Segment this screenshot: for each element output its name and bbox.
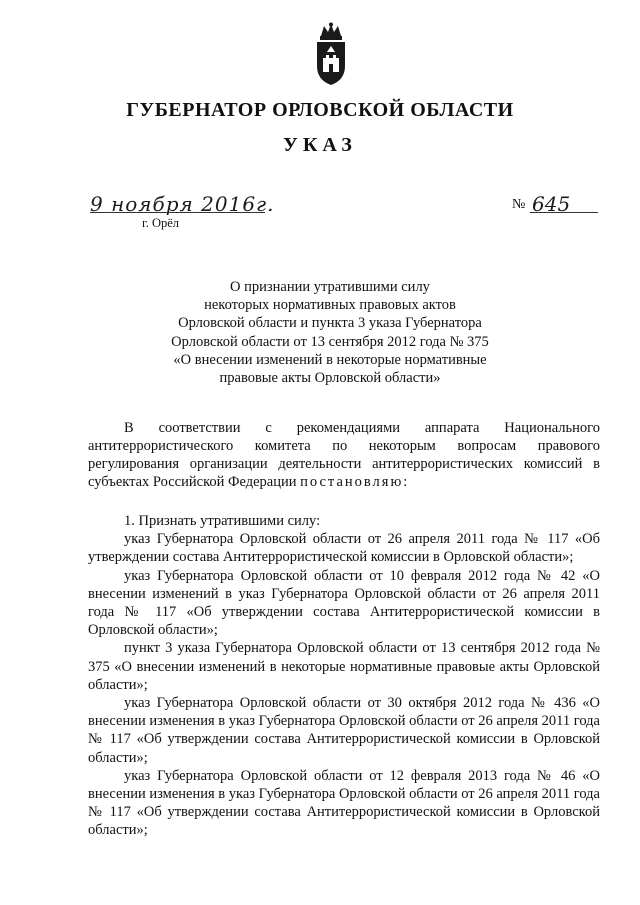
repealed-act: указ Губернатора Орловской области от 30 октября 2012 года № 436 «О внесении изменения в указ Губернатора Орловской области от 26 апреля 2011 года № 117 «Об утверждении состава Антитеррористической комиссии в Орловской области»; [88, 695, 600, 766]
authority-name: ГУБЕРНАТОР ОРЛОВСКОЙ ОБЛАСТИ [126, 99, 514, 121]
preamble-keyword: постановляю: [300, 474, 410, 490]
document-body [88, 512, 600, 840]
preamble-text: В соответствии с рекомендациями аппарата Национального антитеррористического комитета по некоторым вопросам правового регулирования организации деятельности антитеррористических комиссий в субъектах Российской Федерации [88, 420, 600, 490]
coat-of-arms-icon [313, 22, 349, 86]
handwritten-date: 9 ноября 2016г. [90, 192, 275, 216]
document-type: УКАЗ [283, 134, 357, 156]
repealed-act: пункт 3 указа Губернатора Орловской области от 13 сентября 2012 года № 375 «О внесении изменений в некоторые нормативные правовые акты Орловской области»; [88, 640, 600, 693]
title-line: Орловской области от 13 сентября 2012 года № 375 [171, 333, 489, 350]
item-heading: 1. Признать утратившими силу: [124, 513, 321, 529]
preamble [88, 419, 600, 491]
title-line: некоторых нормативных правовых актов [204, 297, 456, 314]
title-line: правовые акты Орловской области» [219, 370, 441, 387]
repealed-act: указ Губернатора Орловской области от 26 апреля 2011 года № 117 «Об утверждении состава Антитеррористической комиссии в Орловской области»; [88, 531, 600, 566]
title-line: Орловской области и пункта 3 указа Губернатора [178, 315, 482, 332]
number-underline [530, 212, 598, 213]
issue-city: г. Орёл [142, 216, 180, 230]
handwritten-number: 645 [532, 192, 571, 216]
title-line: О признании утратившими силу [230, 279, 430, 295]
title-line: «О внесении изменений в некоторые нормативные [173, 351, 487, 368]
repealed-act: указ Губернатора Орловской области от 10 февраля 2012 года № 42 «О внесении изменений в указ Губернатора Орловской области от 26 апреля 2011 года № 117 «Об утверждении состава Антитеррористической комиссии в Орловской области»; [88, 567, 600, 639]
date-underline [90, 212, 265, 213]
number-label: № [512, 197, 526, 212]
document-title [130, 278, 530, 387]
repealed-act: указ Губернатора Орловской области от 12 февраля 2013 года № 46 «О внесении изменения в указ Губернатора Орловской области от 26 апреля 2011 года № 117 «Об утверждении состава Антитеррористической комиссии в Орловской области»; [88, 767, 600, 839]
